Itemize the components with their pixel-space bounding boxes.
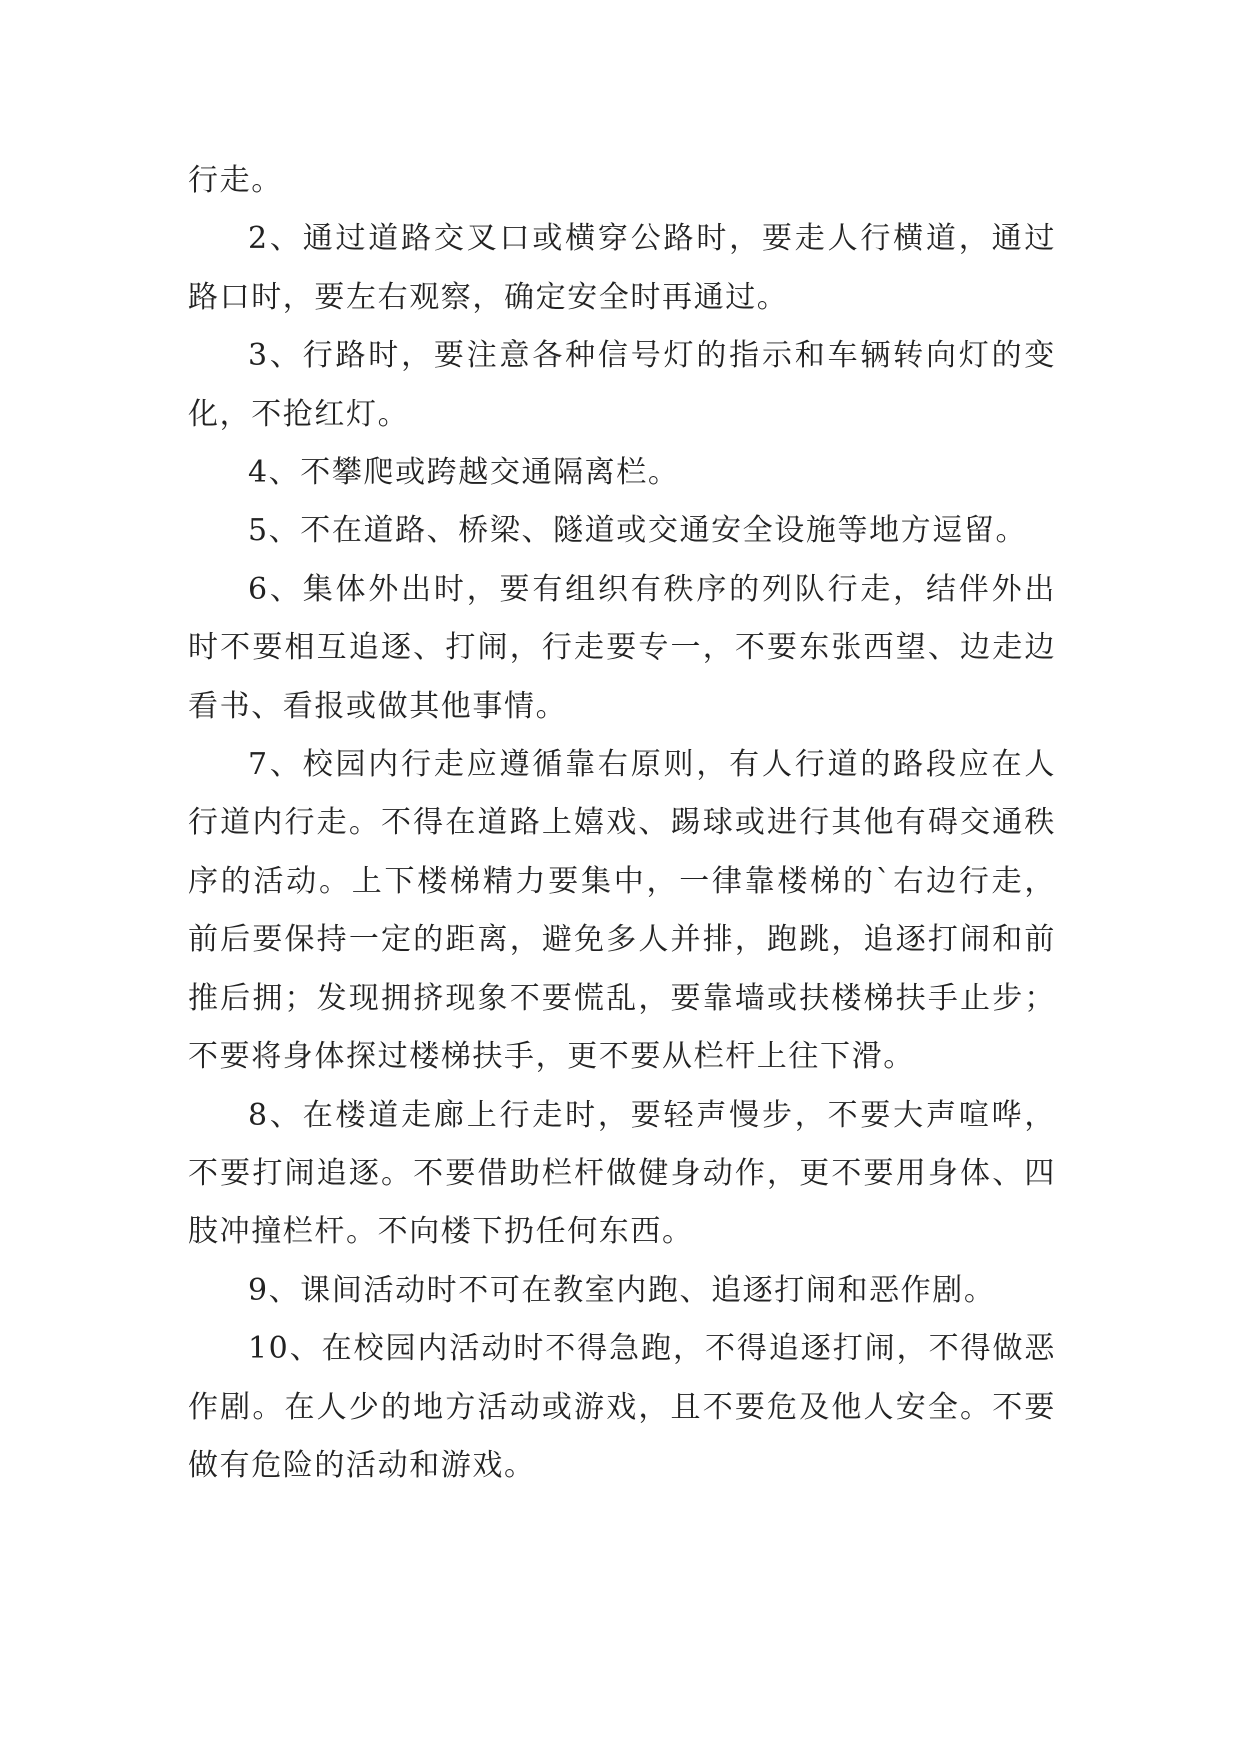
paragraph-item-7: 7、校园内行走应遵循靠右原则，有人行道的路段应在人行道内行走。不得在道路上嬉戏、踢球或进行其他有碍交通秩序的活动。上下楼梯精力要集中，一律靠楼梯的`右边行走，前后要保持一定的距离，避免多人并排，跑跳，追逐打闹和前推后拥；发现拥挤现象不要慌乱，要靠墙或扶楼梯扶手止步；不要将身体探过楼梯扶手，更不要从栏杆上往下滑。 <box>188 747 1056 1075</box>
paragraph-item-5: 5、不在道路、桥梁、隧道或交通安全设施等地方逗留。 <box>248 513 1028 549</box>
paragraph-item-10: 10、在校园内活动时不得急跑，不得追逐打闹，不得做恶作剧。在人少的地方活动或游戏，且不要危及他人安全。不要做有危险的活动和游戏。 <box>188 1331 1056 1483</box>
paragraph-item-2: 2、通过道路交叉口或横穿公路时，要走人行横道，通过路口时，要左右观察，确定安全时再通过。 <box>188 221 1056 315</box>
document-body <box>188 152 1056 1495</box>
paragraph-item-6: 6、集体外出时，要有组织有秩序的列队行走，结伴外出时不要相互追逐、打闹，行走要专一，不要东张西望、边走边看书、看报或做其他事情。 <box>188 571 1056 724</box>
paragraph-continuation: 行走。 <box>188 163 283 198</box>
paragraph-item-8: 8、在楼道走廊上行走时，要轻声慢步，不要大声喧哗，不要打闹追逐。不要借助栏杆做健身动作，更不要用身体、四肢冲撞栏杆。不向楼下扔任何东西。 <box>188 1097 1056 1250</box>
paragraph-item-3: 3、行路时，要注意各种信号灯的指示和车辆转向灯的变化，不抢红灯。 <box>188 338 1056 432</box>
paragraph-item-9: 9、课间活动时不可在教室内跑、追逐打闹和恶作剧。 <box>248 1272 996 1308</box>
paragraph-item-4: 4、不攀爬或跨越交通隔离栏。 <box>248 455 680 491</box>
